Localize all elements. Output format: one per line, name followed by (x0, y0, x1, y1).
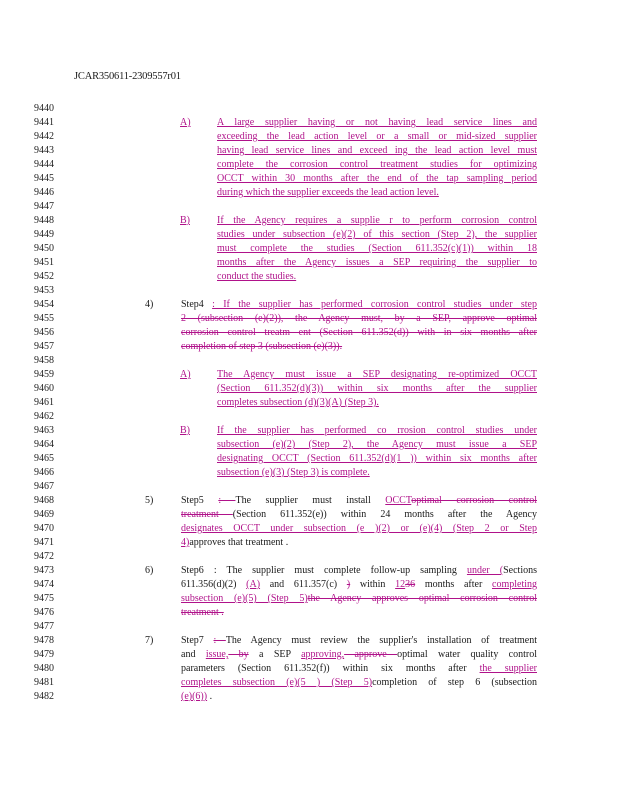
text-run: The Agency must review the supplier's installation of treatment (225, 635, 537, 646)
line-number: 9474 (34, 579, 54, 590)
text-run: (Section 611.352(e)) within 24 months after the Agency (232, 509, 537, 520)
document-id: JCAR350611-2309557r01 (74, 71, 181, 82)
inserted-text: : If the supplier has performed corrosion control studies under step (212, 299, 537, 310)
item-marker: 6) (145, 565, 154, 576)
deleted-text: completion of step 3 (subsection (e)(3)). (181, 341, 343, 352)
line-number: 9444 (34, 159, 54, 170)
line-number: 9467 (34, 481, 54, 492)
text-line (181, 326, 537, 340)
line-number: 9445 (34, 173, 54, 184)
inserted-text: exceeding the lead action level or a small or mid-sized supplier (217, 131, 537, 142)
line-number: 9456 (34, 327, 54, 338)
text-line (181, 578, 537, 592)
text-line (181, 648, 537, 662)
inserted-text: the supplier (479, 663, 537, 674)
line-number: 9461 (34, 397, 54, 408)
text-run: months after (415, 579, 493, 590)
text-line (181, 690, 537, 704)
line-number: 9449 (34, 229, 54, 240)
text-run: parameters (Section 611.352(f)) within six months after (181, 663, 480, 674)
text-line (217, 144, 537, 158)
deleted-text: corrosion control treatm ent (Section 611.352(d)) with in six months after (181, 327, 537, 338)
inserted-text: having lead service lines and exceed ing the lead action level must (217, 145, 537, 156)
text-line (181, 564, 537, 578)
deleted-text: ) (346, 579, 351, 590)
text-line (181, 298, 537, 312)
deleted-text: the Agency approves optimal corrosion control (307, 593, 537, 604)
line-number: 9448 (34, 215, 54, 226)
text-run: Step7 (181, 635, 214, 646)
inserted-text: under ( (466, 565, 504, 576)
text-line (217, 228, 537, 242)
deleted-text: by (228, 649, 249, 660)
line-number: 9464 (34, 439, 54, 450)
line-number: 9440 (34, 103, 54, 114)
line-number: 9441 (34, 117, 54, 128)
text-line (217, 256, 537, 270)
text-line (217, 438, 537, 452)
text-run: within (350, 579, 396, 590)
line-number: 9447 (34, 201, 54, 212)
text-line (181, 634, 537, 648)
inserted-text: designates OCCT under subsection (e )(2) or (e)(4) (Step 2 or Step (181, 523, 537, 534)
inserted-text: The Agency must issue a SEP designating re-optimized OCCT (217, 369, 537, 380)
inserted-text: designating OCCT (Section 611.352(d)(1 )) within six months after (217, 453, 537, 464)
line-number: 9475 (34, 593, 54, 604)
text-run: . (207, 691, 213, 702)
text-line (217, 158, 537, 172)
text-run: optimal water quality control (397, 649, 538, 660)
text-line (181, 536, 537, 550)
line-number: 9463 (34, 425, 54, 436)
inserted-text: issue, (205, 649, 229, 660)
line-number: 9472 (34, 551, 54, 562)
text-line (217, 242, 537, 256)
text-line (181, 522, 537, 536)
item-marker: A) (180, 369, 191, 380)
inserted-text: 4) (181, 537, 190, 548)
text-line (181, 662, 537, 676)
text-line (217, 116, 537, 130)
line-number: 9454 (34, 299, 54, 310)
line-number: 9442 (34, 131, 54, 142)
inserted-text: 12 (395, 579, 406, 590)
line-number: 9476 (34, 607, 54, 618)
line-number: 9469 (34, 509, 54, 520)
inserted-text: OCCT (385, 495, 412, 506)
inserted-text: subsection (e)(3) (Step 3) is complete. (217, 467, 370, 478)
line-number: 9466 (34, 467, 54, 478)
text-run: Step6 : The supplier must complete follow-up sampling (181, 565, 467, 576)
line-number: 9470 (34, 523, 54, 534)
line-number: 9450 (34, 243, 54, 254)
text-line (181, 508, 537, 522)
line-number: 9457 (34, 341, 54, 352)
text-run: approves that treatment . (189, 537, 289, 548)
text-run: Step5 (181, 495, 219, 506)
deleted-text: 2 (subsection (e)(2)), the Agency must, by a SEP, approve optimal (181, 313, 537, 324)
text-line (217, 452, 537, 466)
line-number: 9462 (34, 411, 54, 422)
deleted-text: treatment (181, 509, 233, 520)
line-number: 9452 (34, 271, 54, 282)
text-line (181, 592, 537, 606)
text-run: completion of step 6 (subsection (372, 677, 537, 688)
text-run: Step4 (181, 299, 213, 310)
text-run: and (181, 649, 206, 660)
inserted-text: (Section 611.352(d)(3)) within six months after the supplier (217, 383, 537, 394)
inserted-text: conduct the studies. (217, 271, 297, 282)
text-line (181, 312, 537, 326)
inserted-text: completing (492, 579, 538, 590)
line-number: 9459 (34, 369, 54, 380)
item-marker: 5) (145, 495, 154, 506)
line-number: 9468 (34, 495, 54, 506)
item-marker: B) (180, 215, 190, 226)
inserted-text: If the supplier has performed co rrosion control studies under (217, 425, 537, 436)
text-line (217, 466, 537, 480)
line-number: 9465 (34, 453, 54, 464)
text-run: a SEP (248, 649, 302, 660)
text-line (181, 606, 537, 620)
line-number: 9453 (34, 285, 54, 296)
text-line (217, 396, 537, 410)
text-run: and 611.357(c) (260, 579, 347, 590)
deleted-text: 36 (405, 579, 416, 590)
inserted-text: A large supplier having or not having lead service lines and (217, 117, 537, 128)
deleted-text: treatment . (181, 607, 224, 618)
inserted-text: completes subsection (e)(5 ) (Step 5) (181, 677, 373, 688)
item-marker: 7) (145, 635, 154, 646)
inserted-text: must complete the studies (Section 611.352(c)(1)) within 18 (217, 243, 537, 254)
inserted-text: completes subsection (d)(3)(A) (Step 3). (217, 397, 379, 408)
text-line (217, 172, 537, 186)
inserted-text: OCCT within 30 months after the end of the tap sampling period (217, 173, 537, 184)
line-number: 9473 (34, 565, 54, 576)
inserted-text: subsection (e)(2) (Step 2), the Agency must issue a SEP (217, 439, 537, 450)
deleted-text: optimal corrosion control (411, 495, 537, 506)
item-marker: B) (180, 425, 190, 436)
inserted-text: studies under subsection (e)(2) of this section (Step 2), the supplier (217, 229, 537, 240)
line-number: 9480 (34, 663, 54, 674)
line-number: 9477 (34, 621, 54, 632)
deleted-text: : (218, 495, 236, 506)
text-line (217, 130, 537, 144)
inserted-text: months after the Agency issues a SEP requiring the supplier to (217, 257, 537, 268)
inserted-text: (e)(6)) (181, 691, 208, 702)
text-run: 611.356(d)(2) (181, 579, 247, 590)
line-number: 9458 (34, 355, 54, 366)
text-run: The supplier must install (235, 495, 386, 506)
line-number: 9481 (34, 677, 54, 688)
text-line (181, 340, 537, 354)
inserted-text: during which the supplier exceeds the lead action level. (217, 187, 439, 198)
line-number: 9443 (34, 145, 54, 156)
line-number: 9478 (34, 635, 54, 646)
inserted-text: If the Agency requires a supplie r to perform corrosion control (217, 215, 537, 226)
line-number: 9471 (34, 537, 54, 548)
text-line (217, 382, 537, 396)
inserted-text: complete the corrosion control treatment studies for optimizing (217, 159, 537, 170)
inserted-text: subsection (e)(5) (Step 5) (181, 593, 308, 604)
inserted-text: (A) (246, 579, 261, 590)
text-line (181, 676, 537, 690)
line-number: 9482 (34, 691, 54, 702)
text-run: Sections (503, 565, 537, 576)
item-marker: A) (180, 117, 191, 128)
text-line (217, 270, 537, 284)
text-line (181, 494, 537, 508)
text-line (217, 214, 537, 228)
line-number: 9479 (34, 649, 54, 660)
line-number: 9451 (34, 257, 54, 268)
item-marker: 4) (145, 299, 154, 310)
line-number: 9455 (34, 313, 54, 324)
text-line (217, 186, 537, 200)
inserted-text: approving, (301, 649, 345, 660)
deleted-text: : (213, 635, 226, 646)
deleted-text: approve (344, 649, 398, 660)
text-line (217, 368, 537, 382)
line-number: 9446 (34, 187, 54, 198)
line-number: 9460 (34, 383, 54, 394)
text-line (217, 424, 537, 438)
